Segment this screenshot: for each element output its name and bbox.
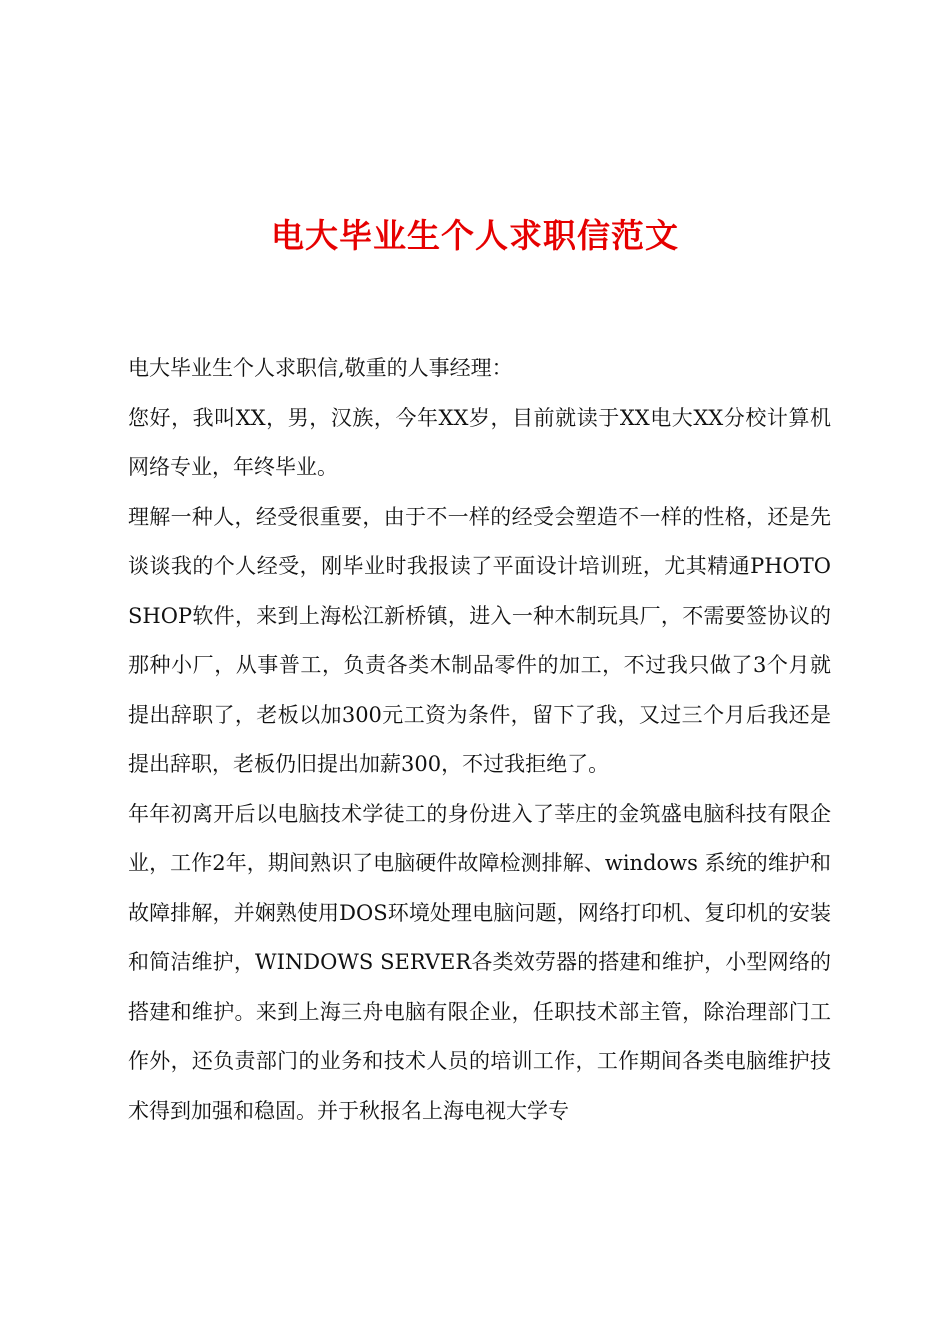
work-history-paragraph: 年年初离开后以电脑技术学徒工的身份进入了莘庄的金筑盛电脑科技有限企业，工作2年，期间熟识了电脑硬件故障检测排解、windows 系统的维护和故障排解，并娴熟使用DOS环境处理电脑问题，网络打印机、复印机的安装和简洁维护，WINDOWS SERVER各类效劳器的搭建和维护，小型网络的搭建和维护。来到上海三舟电脑有限企业，任职技术部主管，除治理部门工作外，还负责部门的业务和技术人员的培训工作，工作期间各类电脑维护技术得到加强和稳固。并于秋报名上海电视大学专 <box>128 801 831 1123</box>
document-body <box>128 344 831 1136</box>
salutation-paragraph: 电大毕业生个人求职信,敬重的人事经理： <box>128 356 513 380</box>
experience-paragraph: 理解一种人，经受很重要，由于不一样的经受会塑造不一样的性格，还是先谈谈我的个人经受，刚毕业时我报读了平面设计培训班，尤其精通PHOTOSHOP软件，来到上海松江新桥镇，进入一种木制玩具厂，不需要签协议的那种小厂，从事普工，负责各类木制品零件的加工，不过我只做了3个月就提出辞职了，老板以加300元工资为条件，留下了我，又过三个月后我还是提出辞职，老板仍旧提出加薪300，不过我拒绝了。 <box>128 504 831 776</box>
introduction-paragraph: 您好，我叫XX，男，汉族，今年XX岁，目前就读于XX电大XX分校计算机网络专业，年终毕业。 <box>128 405 831 479</box>
document-title: 电大毕业生个人求职信范文 <box>271 216 679 255</box>
